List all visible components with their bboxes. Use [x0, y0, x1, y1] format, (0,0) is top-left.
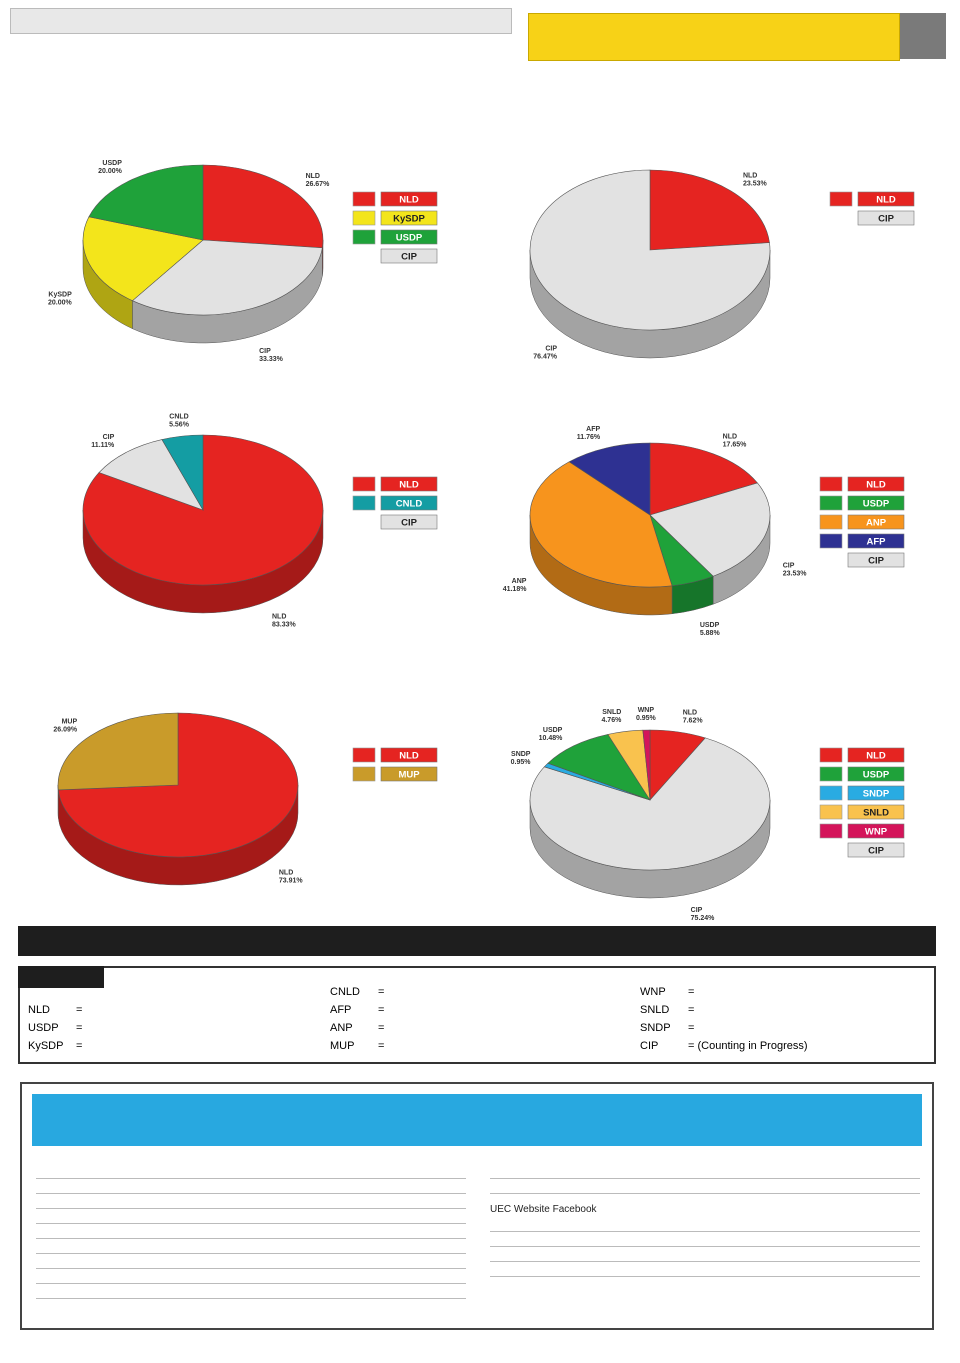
- slice-value-nld: 23.53%: [742, 180, 767, 188]
- flag-icon-nld: [820, 748, 842, 762]
- abbreviation-code: ANP: [330, 1022, 353, 1034]
- abbreviation-code: WNP: [640, 986, 666, 998]
- slice-label-nld: NLD: [742, 172, 758, 180]
- legend-label-kysdp: KySDP: [393, 213, 425, 225]
- slice-value-usdp: 5.88%: [699, 629, 720, 637]
- slice-label-kysdp: KySDP: [48, 291, 72, 299]
- slice-value-afp: 11.76%: [576, 434, 601, 442]
- appeal-column-left: [36, 1164, 466, 1299]
- abbreviation-code: KySDP: [28, 1040, 64, 1052]
- slice-label-nld: NLD: [272, 613, 287, 621]
- flag-icon-afp: [820, 534, 842, 548]
- legend-label-usdp: USDP: [862, 769, 890, 781]
- slice-label-nld: NLD: [722, 433, 738, 441]
- abbreviation-meaning: =: [688, 1004, 695, 1016]
- slice-value-kysdp: 20.00%: [48, 299, 72, 307]
- abbreviation-code: SNDP: [640, 1022, 671, 1034]
- pie-chart-3: [18, 380, 488, 670]
- legend-label-cip: CIP: [878, 213, 894, 225]
- flag-icon-anp: [820, 515, 842, 529]
- legend-label-usdp: USDP: [395, 232, 423, 244]
- slice-value-sndp: 0.95%: [510, 758, 531, 766]
- appeal-banner: [32, 1094, 922, 1146]
- legend-label-nld: NLD: [399, 194, 419, 206]
- abbreviation-meaning: =: [378, 1040, 385, 1052]
- legend-label-snld: SNLD: [863, 807, 889, 819]
- chart-6: [490, 645, 960, 935]
- slice-value-cip: 76.47%: [533, 353, 558, 361]
- appeal-column-right: [490, 1164, 920, 1277]
- slice-value-nld: 17.65%: [722, 441, 747, 449]
- legend-label-wnp: WNP: [864, 826, 888, 838]
- slice-label-cnld: CNLD: [169, 413, 189, 421]
- flag-icon-cip: [353, 515, 375, 529]
- flag-icon-nld: [353, 192, 375, 206]
- flag-icon-nld: [353, 748, 375, 762]
- flag-icon-usdp: [820, 496, 842, 510]
- abbreviation-usdp: [28, 1022, 308, 1036]
- legend-label-cnld: CNLD: [395, 498, 423, 510]
- legend-label-nld: NLD: [399, 750, 419, 762]
- slice-value-wnp: 0.95%: [635, 715, 656, 723]
- legend-label-nld: NLD: [399, 479, 419, 491]
- slice-label-mup: MUP: [61, 718, 78, 726]
- slice-label-nld: NLD: [682, 709, 698, 717]
- abbreviation-meaning: = (Counting in Progress): [688, 1040, 808, 1052]
- slice-label-cip: CIP: [259, 347, 271, 355]
- chart-4: [490, 380, 960, 670]
- legend-label-cip: CIP: [401, 517, 417, 529]
- legend-label-afp: AFP: [866, 536, 886, 548]
- abbreviation-code: CIP: [640, 1040, 659, 1052]
- flag-icon-nld: [353, 477, 375, 491]
- slice-label-anp: ANP: [511, 578, 527, 586]
- pie-chart-1: [18, 95, 488, 385]
- slice-label-cip: CIP: [690, 907, 703, 915]
- slice-label-cip: CIP: [545, 345, 558, 353]
- slice-value-cip: 33.33%: [259, 355, 283, 363]
- note-bar: [18, 926, 936, 956]
- abbreviation-sndp: [640, 1022, 920, 1036]
- slice-label-usdp: USDP: [542, 727, 563, 735]
- legend-label-nld: NLD: [866, 750, 886, 762]
- flag-icon-usdp: [353, 230, 375, 244]
- flag-icon-usdp: [820, 767, 842, 781]
- abbreviation-code: NLD: [28, 1004, 51, 1016]
- legend-label-usdp: USDP: [862, 498, 890, 510]
- slice-value-cnld: 5.56%: [169, 421, 189, 429]
- slice-value-cip: 23.53%: [782, 570, 807, 578]
- slice-label-sndp: SNDP: [511, 750, 531, 758]
- abbreviation-meaning: =: [688, 1022, 695, 1034]
- legend-label-cip: CIP: [868, 555, 884, 567]
- abbreviation-afp: [330, 1004, 610, 1018]
- chart-1: [18, 95, 488, 385]
- legend-label-nld: NLD: [866, 479, 886, 491]
- flag-icon-cnld: [353, 496, 375, 510]
- legend-label-mup: MUP: [398, 769, 420, 781]
- chart-5: [18, 645, 488, 935]
- slice-value-anp: 41.18%: [502, 586, 527, 594]
- slice-label-usdp: USDP: [699, 621, 720, 629]
- abbreviation-code: SNLD: [640, 1004, 670, 1016]
- abbreviation-meaning: =: [76, 1040, 83, 1052]
- abbreviation-meaning: =: [378, 1004, 385, 1016]
- abbreviation-nld: [28, 1004, 308, 1018]
- flag-icon-kysdp: [353, 211, 375, 225]
- slice-label-nld: NLD: [278, 869, 294, 877]
- flag-icon-nld: [820, 477, 842, 491]
- abbreviation-mup: [330, 1040, 610, 1054]
- legend-label-cip: CIP: [868, 845, 884, 857]
- slice-value-nld: 73.91%: [278, 877, 303, 885]
- pie-chart-2: [490, 95, 950, 385]
- abbreviation-cip: [640, 1040, 920, 1054]
- slice-value-nld: 83.33%: [272, 621, 296, 629]
- abbreviation-meaning: =: [378, 986, 385, 998]
- slice-label-wnp: WNP: [637, 707, 655, 715]
- page-number: [900, 13, 946, 59]
- legend-label-nld: NLD: [876, 194, 896, 206]
- slice-value-usdp: 10.48%: [538, 735, 563, 743]
- slice-label-cip: CIP: [782, 562, 795, 570]
- slice-label-afp: AFP: [586, 426, 601, 434]
- flag-icon-cip: [820, 843, 842, 857]
- slice-label-nld: NLD: [305, 172, 320, 180]
- abbreviation-code: USDP: [28, 1022, 59, 1034]
- abbreviations-heading: [18, 966, 104, 988]
- legend-label-sndp: SNDP: [862, 788, 890, 800]
- section-title: [528, 13, 900, 61]
- legend-label-anp: ANP: [865, 517, 887, 529]
- abbreviation-code: AFP: [330, 1004, 352, 1016]
- abbreviation-kysdp: [28, 1040, 308, 1054]
- flag-icon-nld: [830, 192, 852, 206]
- flag-icon-wnp: [820, 824, 842, 838]
- abbreviation-code: MUP: [330, 1040, 355, 1052]
- flag-icon-mup: [353, 767, 375, 781]
- chart-2: [490, 95, 960, 385]
- slice-label-usdp: USDP: [102, 159, 122, 167]
- flag-icon-cip: [353, 249, 375, 263]
- flag-icon-cip: [830, 211, 852, 225]
- top-bar: [10, 8, 512, 34]
- flag-icon-sndp: [820, 786, 842, 800]
- web-note: UEC Website Facebook: [490, 1204, 597, 1215]
- slice-value-cip: 11.11%: [91, 441, 115, 449]
- slice-value-mup: 26.09%: [53, 726, 78, 734]
- abbreviation-meaning: =: [76, 1022, 83, 1034]
- pie-chart-5: [18, 645, 488, 905]
- slice-value-nld: 26.67%: [305, 180, 330, 188]
- abbreviation-meaning: =: [76, 1004, 83, 1016]
- abbreviation-anp: [330, 1022, 610, 1036]
- chart-3: [18, 380, 488, 670]
- slice-value-usdp: 20.00%: [98, 167, 122, 175]
- flag-icon-snld: [820, 805, 842, 819]
- slice-value-snld: 4.76%: [601, 716, 622, 724]
- abbreviation-meaning: =: [688, 986, 695, 998]
- abbreviation-wnp: [640, 986, 920, 1000]
- abbreviation-snld: [640, 1004, 920, 1018]
- legend-label-cip: CIP: [401, 251, 417, 263]
- abbreviation-meaning: =: [378, 1022, 385, 1034]
- abbreviation-cnld: [330, 986, 610, 1000]
- slice-value-cip: 75.24%: [690, 915, 715, 923]
- slice-label-snld: SNLD: [602, 708, 622, 716]
- appeal-box: [20, 1082, 934, 1330]
- slice-value-nld: 7.62%: [682, 717, 703, 725]
- abbreviations-box: [18, 966, 936, 1064]
- abbreviation-code: CNLD: [330, 986, 360, 998]
- flag-icon-cip: [820, 553, 842, 567]
- pie-chart-4: [490, 380, 950, 670]
- pie-chart-6: [490, 645, 950, 923]
- slice-label-cip: CIP: [102, 433, 115, 441]
